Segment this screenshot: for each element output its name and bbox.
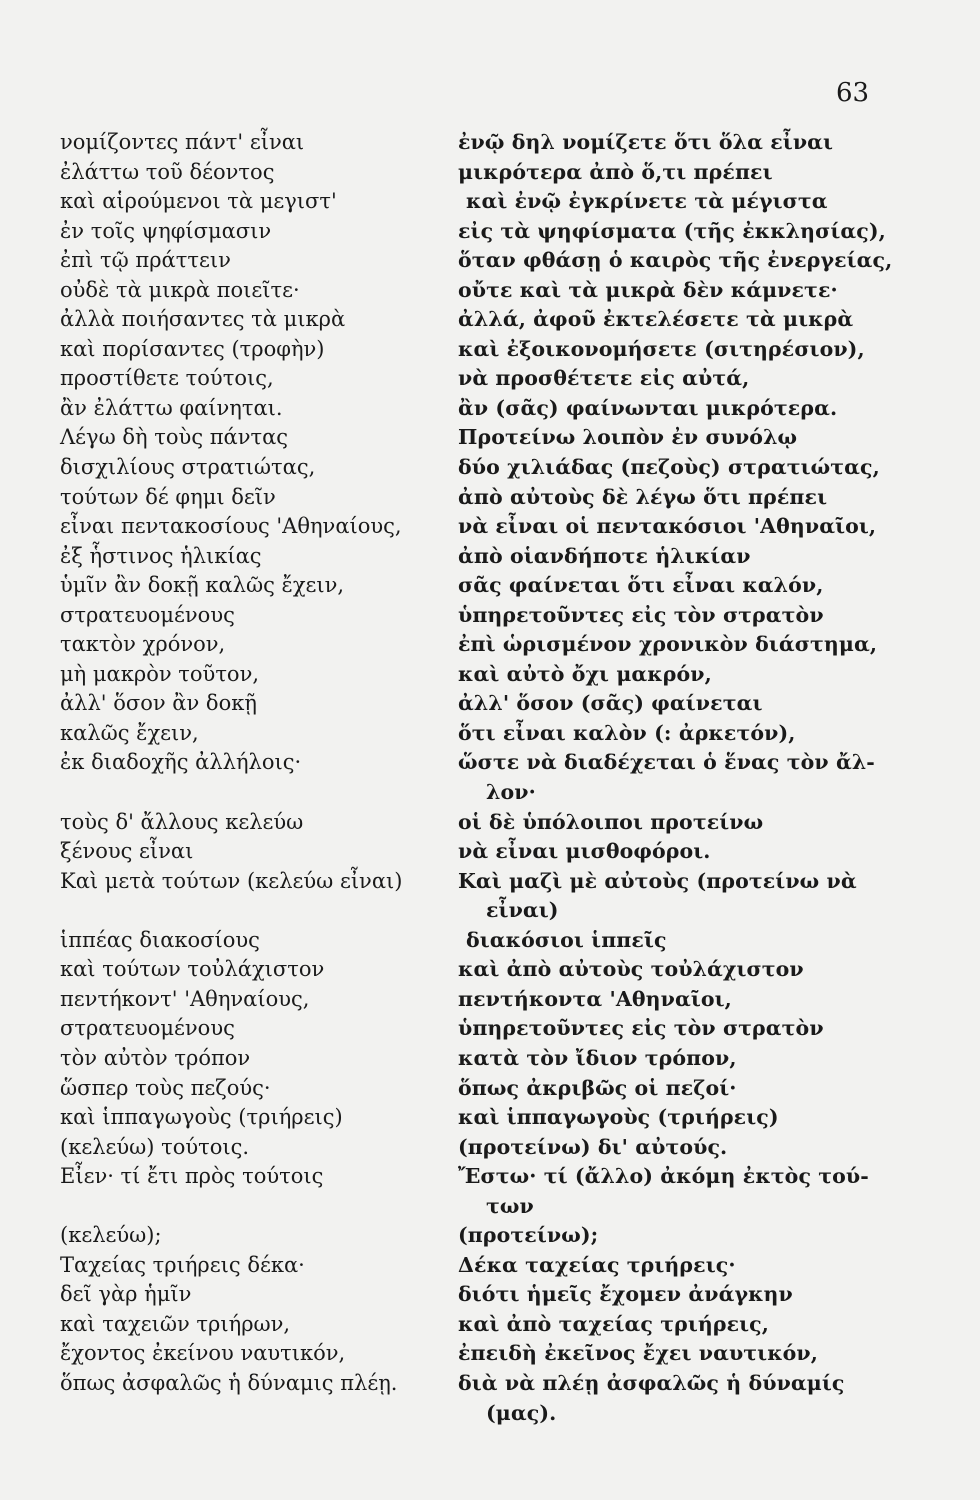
translation-text-line: ἀλλ' ὅσον (σᾶς) φαίνεται	[458, 691, 763, 716]
original-text-line: τοὺς δ' ἄλλους κελεύω	[60, 809, 304, 834]
original-text-line: ἐκ διαδοχῆς ἀλλήλοις·	[60, 750, 302, 775]
original-text-line: προστίθετε τούτοις,	[60, 366, 274, 391]
translation-text-line: εἰς τὰ ψηφίσματα (τῆς ἐκκλησίας),	[458, 218, 886, 243]
translation-text-line: Καὶ μαζὶ μὲ αὐτοὺς (προτείνω νὰ	[458, 868, 857, 893]
original-text-line: Λέγω δὴ τοὺς πάντας	[60, 425, 289, 450]
translation-text-line: ἀπὸ αὐτοὺς δὲ λέγω ὅτι πρέπει	[458, 484, 828, 509]
translation-text-line: των	[486, 1193, 534, 1218]
original-text-line: νομίζοντες πάντ' εἶναι	[60, 130, 305, 154]
translation-text-line: οἱ δὲ ὑπόλοιποι προτείνω	[458, 809, 764, 834]
original-text-line: ἐλάττω τοῦ δέοντος	[60, 159, 275, 184]
translation-text-line: (προτείνω) δι' αὐτούς.	[458, 1134, 728, 1159]
translation-text-line: κατὰ τὸν ἴδιον τρόπον,	[458, 1045, 737, 1070]
translation-text-line: (προτείνω);	[458, 1223, 599, 1248]
translation-text-line: ἐπειδὴ ἐκεῖνος ἔχει ναυτικόν,	[458, 1341, 818, 1366]
translation-text-line: οὔτε καὶ τὰ μικρὰ δὲν κάμνετε·	[458, 277, 838, 302]
original-text-line: ἐπὶ τῷ πράττειν	[60, 248, 231, 273]
original-text-line: (κελεύω) τούτοις.	[60, 1134, 250, 1159]
original-text-line: οὐδὲ τὰ μικρὰ ποιεῖτε·	[60, 277, 300, 302]
translation-text-line: καὶ ἱππαγωγοὺς (τριήρεις)	[458, 1105, 779, 1130]
page-number: 63	[836, 78, 870, 108]
translation-text-line: εἶναι)	[486, 898, 559, 923]
original-text-line: καὶ ἱππαγωγοὺς (τριήρεις)	[60, 1105, 343, 1130]
original-text-line: καὶ τούτων τοὐλάχιστον	[60, 957, 325, 982]
original-text-line: ἀλλ' ὅσον ἂν δοκῇ	[60, 691, 257, 716]
original-text-line: καλῶς ἔχειν,	[60, 720, 199, 745]
original-text-line: εἶναι πεντακοσίους 'Αθηναίους,	[60, 514, 402, 539]
original-text-line: στρατευομένους	[60, 602, 235, 627]
original-text-line: πεντήκοντ' 'Αθηναίους,	[60, 986, 310, 1011]
translation-text-line: καὶ αὐτὸ ὄχι μακρόν,	[458, 661, 712, 686]
translation-text-line: Δέκα ταχείας τριήρεις·	[458, 1252, 736, 1277]
original-text-line: καὶ αἱρούμενοι τὰ μεγιστ'	[60, 189, 337, 214]
modern-greek-translation-column	[458, 128, 893, 1428]
translation-text-line: νὰ εἶναι οἱ πεντακόσιοι 'Αθηναῖοι,	[458, 514, 877, 539]
translation-text-line: νὰ προσθέτετε εἰς αὐτά,	[458, 366, 750, 391]
original-text-line: Καὶ μετὰ τούτων (κελεύω εἶναι)	[60, 868, 403, 893]
translation-text-line: καὶ ἀπὸ ταχείας τριήρεις,	[458, 1311, 770, 1336]
ancient-greek-column	[60, 128, 440, 1399]
translation-text-line: νὰ εἶναι μισθοφόροι.	[458, 839, 711, 864]
original-text-line: καὶ πορίσαντες (τροφὴν)	[60, 336, 325, 361]
translation-text-line: ἐνῷ δηλ νομίζετε ὅτι ὅλα εἶναι	[458, 130, 834, 154]
original-text-line: (κελεύω);	[60, 1223, 162, 1248]
original-text-line: καὶ ταχειῶν τριήρων,	[60, 1311, 291, 1336]
translation-text-line: ὥστε νὰ διαδέχεται ὁ ἕνας τὸν ἄλ-	[458, 750, 875, 775]
translation-text-line: ἂν (σᾶς) φαίνωνται μικρότερα.	[458, 395, 838, 420]
original-text-line: ὑμῖν ἂν δοκῇ καλῶς ἔχειν,	[60, 573, 345, 598]
original-text-line: Εἶεν· τί ἔτι πρὸς τούτοις	[60, 1164, 324, 1189]
original-text-line: ἂν ἐλάττω φαίνηται.	[60, 395, 283, 420]
original-text-line: ξένους εἶναι	[60, 839, 194, 864]
original-text-line: ἱππέας διακοσίους	[60, 927, 260, 952]
original-text-line: τὸν αὐτὸν τρόπον	[60, 1045, 251, 1070]
original-text-line: δισχιλίους στρατιώτας,	[60, 455, 316, 480]
original-text-line: ἐν τοῖς ψηφίσμασιν	[60, 218, 272, 243]
translation-text-line: ὑπηρετοῦντες εἰς τὸν στρατὸν	[458, 1016, 824, 1041]
translation-text-line: λον·	[486, 780, 536, 805]
translation-text-line: (μας).	[486, 1400, 557, 1425]
translation-text-line: σᾶς φαίνεται ὅτι εἶναι καλόν,	[458, 573, 824, 598]
original-text-line: τακτὸν χρόνον,	[60, 632, 226, 657]
original-text-line: δεῖ γὰρ ἡμῖν	[60, 1282, 192, 1307]
original-text-line: ὅπως ἀσφαλῶς ἡ δύναμις πλέῃ.	[60, 1370, 398, 1395]
translation-text-line: ὅπως ἀκριβῶς οἱ πεζοί·	[458, 1075, 737, 1100]
original-text-line	[60, 1192, 440, 1222]
original-text-line: μὴ μακρὸν τοῦτον,	[60, 661, 260, 686]
translation-text-line: ἀλλά, ἀφοῦ ἐκτελέσετε τὰ μικρὰ	[458, 307, 854, 332]
translation-text-line: Προτείνω λοιπὸν ἐν συνόλῳ	[458, 425, 798, 450]
original-text-line	[60, 896, 440, 926]
translation-text-line: ὅταν φθάσῃ ὁ καιρὸς τῆς ἐνεργείας,	[458, 248, 893, 273]
translation-text-line: πεντήκοντα 'Αθηναῖοι,	[458, 986, 732, 1011]
translation-text-line: ἐπὶ ὡρισμένον χρονικὸν διάστημα,	[458, 632, 878, 657]
original-text-line	[60, 778, 440, 808]
original-text-line: Ταχείας τριήρεις δέκα·	[60, 1252, 305, 1277]
translation-text-line: διότι ἡμεῖς ἔχομεν ἀνάγκην	[458, 1282, 793, 1307]
translation-text-line: δύο χιλιάδας (πεζοὺς) στρατιώτας,	[458, 455, 880, 480]
translation-text-line: καὶ ἐνῷ ἐγκρίνετε τὰ μέγιστα	[466, 189, 828, 214]
original-text-line: ὥσπερ τοὺς πεζούς·	[60, 1075, 271, 1100]
translation-text-line: καὶ ἐξοικονομήσετε (σιτηρέσιον),	[458, 336, 865, 361]
translation-text-line: διὰ νὰ πλέῃ ἀσφαλῶς ἡ δύναμίς	[458, 1370, 845, 1395]
original-text-line: ἀλλὰ ποιήσαντες τὰ μικρὰ	[60, 307, 346, 332]
translation-text-line: ἀπὸ οἱανδήποτε ἡλικίαν	[458, 543, 751, 568]
translation-text-line: διακόσιοι ἱππεῖς	[466, 927, 667, 952]
original-text-line: ἔχοντος ἐκείνου ναυτικόν,	[60, 1341, 346, 1366]
original-text-line: στρατευομένους	[60, 1016, 235, 1041]
translation-text-line: ὅτι εἶναι καλὸν (: ἀρκετόν),	[458, 720, 796, 745]
translation-text-line: καὶ ἀπὸ αὐτοὺς τοὐλάχιστον	[458, 957, 804, 982]
translation-text-line: ὑπηρετοῦντες εἰς τὸν στρατὸν	[458, 602, 824, 627]
original-text-line: ἐξ ἧστινος ἡλικίας	[60, 543, 262, 568]
translation-text-line: μικρότερα ἀπὸ ὅ,τι πρέπει	[458, 159, 773, 184]
original-text-line: τούτων δέ φημι δεῖν	[60, 484, 276, 509]
translation-text-line: Ἔστω· τί (ἄλλο) ἀκόμη ἐκτὸς τού-	[458, 1164, 869, 1189]
